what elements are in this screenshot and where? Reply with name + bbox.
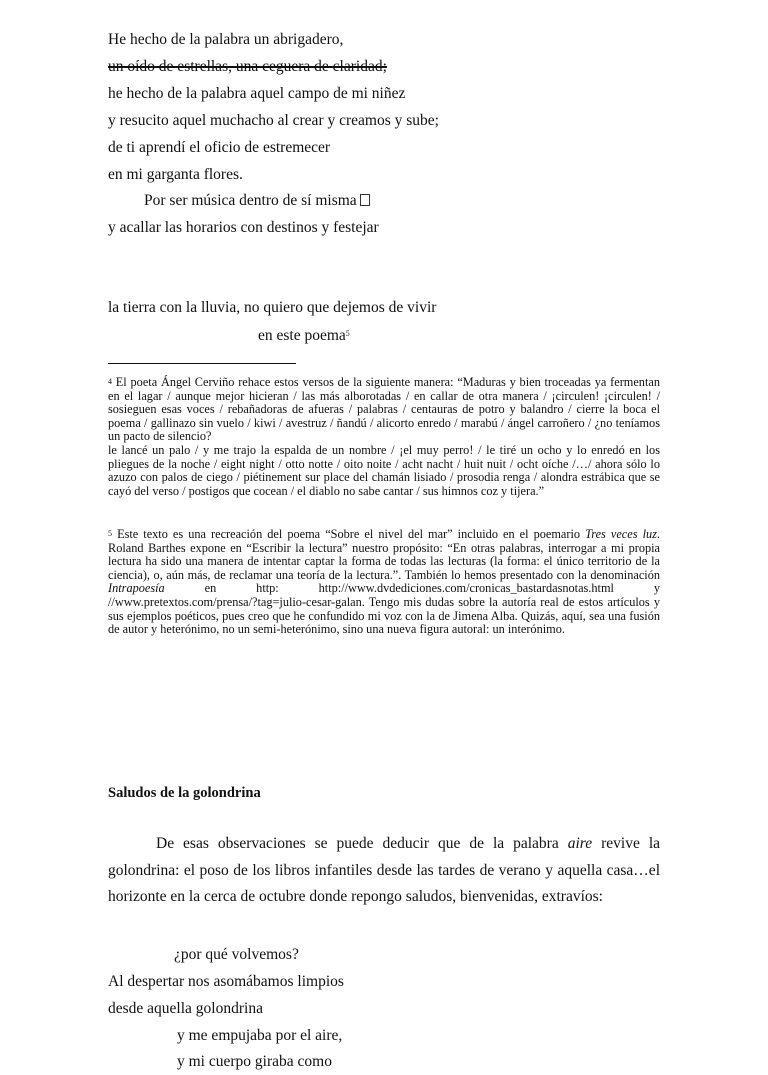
footnote-text: Este texto es una recreación del poema “Sobre el nivel del mar” incluido en el poemario [117,527,581,541]
emphasis-word: aire [567,835,593,852]
book-title: Tres veces luz [585,527,657,541]
verse-line [258,326,350,346]
footnote-5-paragraph [108,528,660,637]
verse-line: y acallar las horarios con destinos y festejar [108,219,379,236]
footnote-4-paragraph-1 [108,376,660,444]
verse-line: he hecho de la palabra aquel campo de mi niñez [108,85,406,102]
footnote-text: en http: http://www.dvdediciones.com/cronicas_bastardasnotas.html y //www.pretextos.com/prensa/?tag=julio-cesar-galan. Tengo mis dudas sobre la autoría real de estos artículos y sus ejemplos poéticos, pues creo que he confundido mi voz con la de Jimena Alba. Quizás, aquí, sea una fusión de autor y heterónimo, no un semi-heterónimo, sino una nueva figura autoral: un interónimo. [108,581,661,637]
footnote-text: . Roland Barthes expone en “Escribir la lectura” nuestro propósito: “En otras palabras, interrogar a mi propia lectura ha sido una manera de intentar captar la forma de todas las lecturas (la forma: el único territorio de la ciencia), o, aún más, de reclamar una teoría de la lectura.”. También lo hemos presentado con la denominación [108,527,660,582]
footnote-4 [108,376,660,498]
section-heading: Saludos de la golondrina [108,785,261,801]
footnote-4-paragraph-2: le lancé un palo / y me trajo la espalda de un nombre / ¡el muy perro! / le tiré un ocho y lo enredó en los pliegues de la noche / eight night / otto notte / oito noite / acht nacht / huit nuit / ocht oíche /…/ ahora sólo lo azuzo con palos de ciego / piétinement sur place del chamán lisiado / prosodia renga / alondra estrábica que se cayó del verso / postigos que cocean / el diablo no sabe cantar / sus himnos coz y tijera.” [108,442,660,498]
footnote-reference[interactable]: 5 [345,329,350,338]
verse-line: de ti aprendí el oficio de estremecer [108,139,331,156]
verse-line: la tierra con la lluvia, no quiero que dejemos de vivir [108,299,437,316]
verse-line: y me empujaba por el aire, [177,1027,343,1044]
verse-line: desde aquella golondrina [108,1000,263,1017]
paragraph-text: revive la golondrina: el poso de los libros infantiles desde las tardes de verano y aquella casa…el horizonte en la cerca de octubre donde repongo saludos, bienvenidas, extravíos: [108,835,661,906]
footnote-5 [108,528,660,637]
verse-line: ¿por qué volvemos? [174,946,299,963]
verse-line: en mi garganta flores. [108,166,243,183]
verse-line: Al despertar nos asomábamos limpios [108,973,344,990]
footnote-text: El poeta Ángel Cerviño rehace estos versos de la siguiente manera: “Maduras y bien troceadas ya fermentan en el lagar / aunque mejor hicieran / las más alborotadas / en callar de otra manera / ¡circulen! ¡circulen! / sosieguen esas voces / rebañadoras de afueras / palabras / centauras de potro y balandro / cierre la boca el poema / gallinazo sin vuelo / kiwi / avestruz / ñandú / alicorto enredo / marabú / ángel carroñero / ¿no teníamos un pacto de silencio? [108,375,660,444]
verse-line: y resucito aquel muchacho al crear y creamos y sube; [108,112,439,129]
paragraph-text: De esas observaciones se puede deducir que de la palabra [156,835,559,852]
verse-text: Por ser música dentro de sí misma [144,192,357,209]
verse-line-struck: un oído de estrellas, una ceguera de claridad; [108,58,387,75]
body-paragraph [108,831,660,911]
verse-line [144,191,370,211]
verse-line: He hecho de la palabra un abrigadero, [108,31,344,48]
verse-line: y mi cuerpo giraba como [177,1053,332,1070]
verse-text: en este poema [258,327,346,344]
footnote-separator [108,363,296,364]
footnote-mark: 4 [108,377,112,386]
term-italic: Intrapoesía [108,581,165,596]
footnote-mark: 5 [108,529,112,538]
missing-glyph-icon [360,194,370,206]
